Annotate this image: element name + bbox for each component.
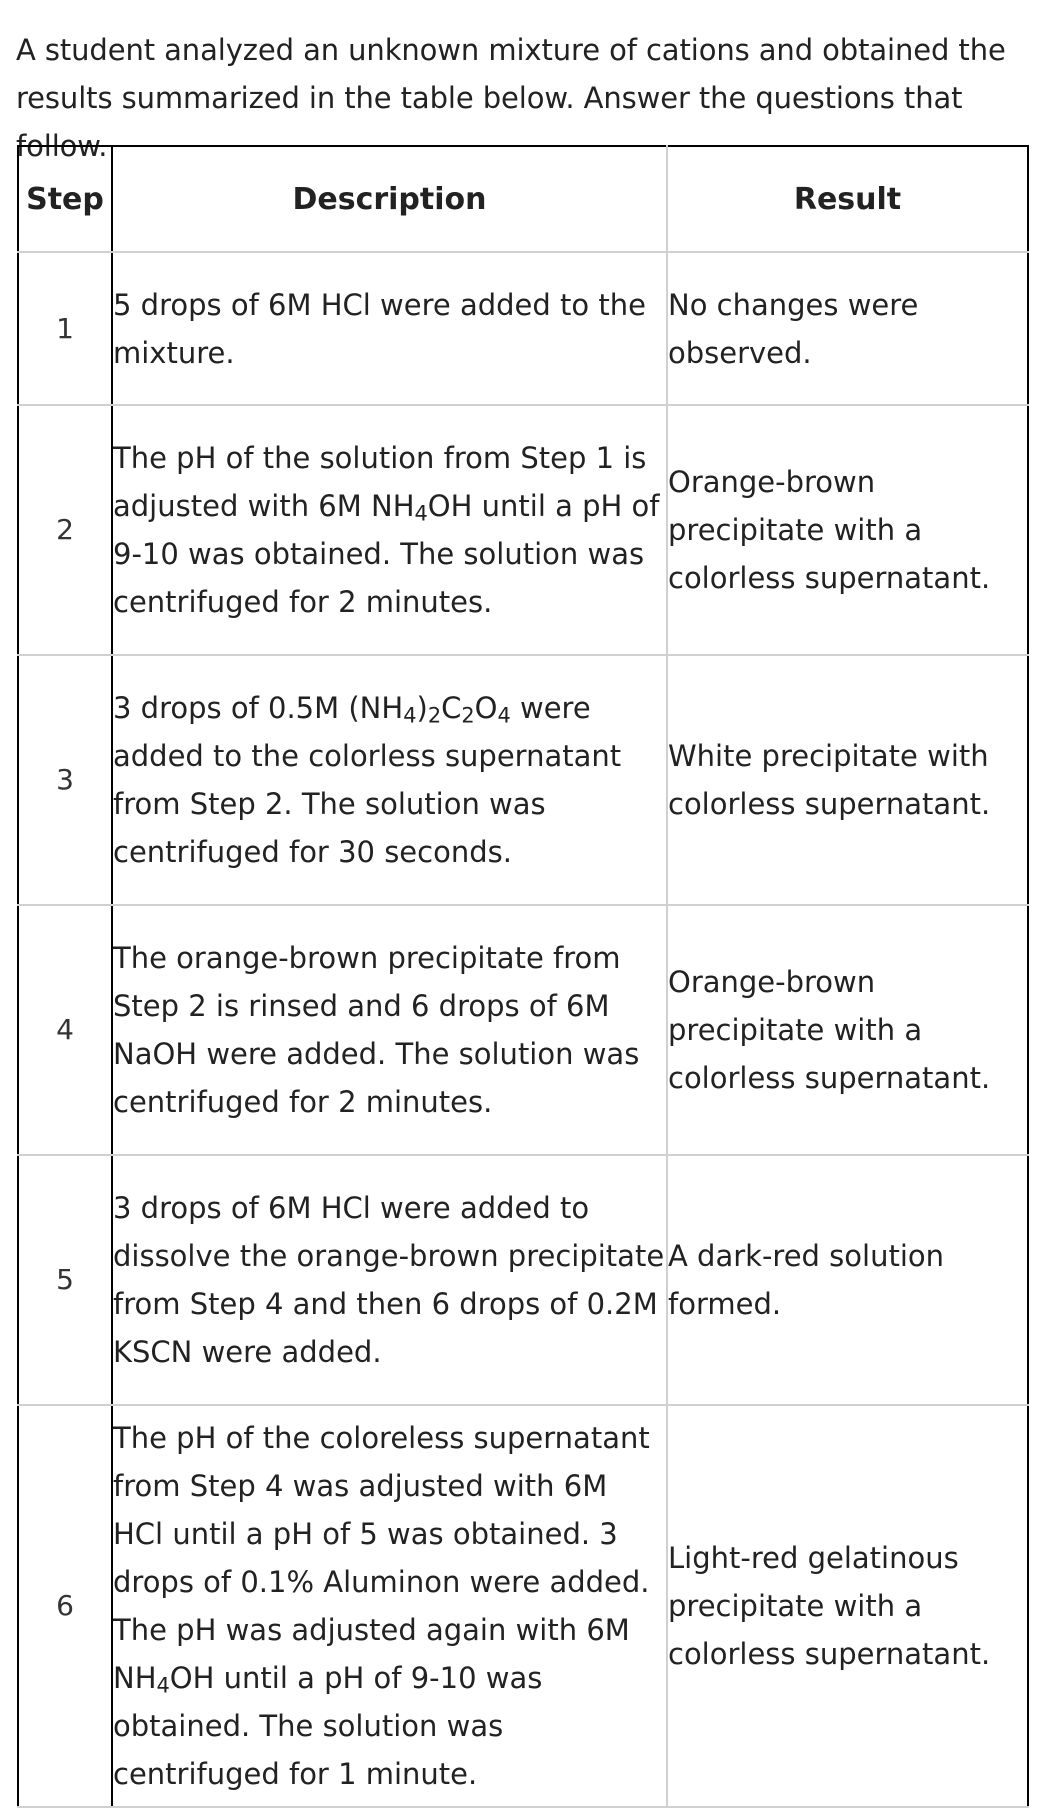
results-table <box>17 145 1029 1808</box>
step-description: The orange-brown precipitate from Step 2 is rinsed and 6 drops of 6M NaOH were added. The solution was centrifuged for 2 minutes. <box>112 905 667 1155</box>
table-row <box>18 1155 1028 1405</box>
step-description: The pH of the coloreless supernatant from Step 4 was adjusted with 6M HCl until a pH of 5 was obtained. 3 drops of 0.1% Aluminon were added. The pH was adjusted again with 6M $NH_4OH$ until a pH of 9-10 was obtained. The solution was centrifuged for 1 minute. <box>112 1405 667 1807</box>
step-description: 5 drops of 6M HCl were added to the mixture. <box>112 252 667 405</box>
table-row <box>18 655 1028 905</box>
step-result: Orange-brown precipitate with a colorless supernatant. <box>667 905 1028 1155</box>
header-row <box>18 146 1028 252</box>
step-result: Orange-brown precipitate with a colorless supernatant. <box>667 405 1028 655</box>
step-number: 3 <box>18 655 112 905</box>
step-description: 3 drops of 6M HCl were added to dissolve the orange-brown precipitate from Step 4 and then 6 drops of 0.2M KSCN were added. <box>112 1155 667 1405</box>
table-row <box>18 1405 1028 1807</box>
step-description: The pH of the solution from Step 1 is adjusted with 6M $NH_4OH$ until a pH of 9-10 was obtained. The solution was centrifuged for 2 minutes. <box>112 405 667 655</box>
step-result: No changes were observed. <box>667 252 1028 405</box>
step-number: 2 <box>18 405 112 655</box>
step-number: 4 <box>18 905 112 1155</box>
table-row <box>18 252 1028 405</box>
step-description: 3 drops of 0.5M $(NH_4)_2C_2O_4$ were added to the colorless supernatant from Step 2. The solution was centrifuged for 30 seconds. <box>112 655 667 905</box>
step-result: White precipitate with colorless supernatant. <box>667 655 1028 905</box>
intro-line-1: A student analyzed an unknown mixture of cations and obtained the <box>16 33 1006 67</box>
step-number: 6 <box>18 1405 112 1807</box>
table-row <box>18 405 1028 655</box>
step-number: 1 <box>18 252 112 405</box>
step-result: A dark-red solution formed. <box>667 1155 1028 1405</box>
step-result: Light-red gelatinous precipitate with a colorless supernatant. <box>667 1405 1028 1807</box>
table-row <box>18 905 1028 1155</box>
header-result: Result <box>667 146 1028 252</box>
header-step: Step <box>18 146 112 252</box>
intro-line-2: results summarized in the table below. Answer the questions that follow. <box>16 81 963 163</box>
header-description: Description <box>112 146 667 252</box>
step-number: 5 <box>18 1155 112 1405</box>
